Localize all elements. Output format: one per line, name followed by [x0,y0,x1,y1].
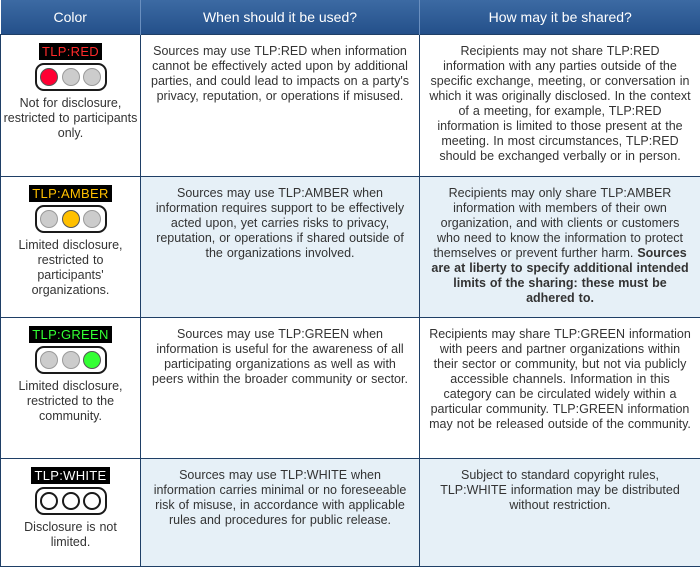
how-bold-amber: Sources are at liberty to specify additional intended limits of the sharing: these must be adhered to. [431,246,689,306]
lamp-middle [62,210,80,228]
header-color: Color [1,0,141,35]
tlp-white-label: TLP:WHITE [31,467,109,484]
lamp-right [83,351,101,369]
lamp-middle [62,492,80,510]
when-cell-red: Sources may use TLP:RED when information cannot be effectively acted upon by additional parties, and could lead to impacts on a party's privacy, reputation, or operations if misused. [141,35,420,177]
how-cell-amber [420,177,700,317]
how-cell-green: Recipients may share TLP:GREEN information with peers and partner organizations within their sector or community, but not via publicly accessible channels. Information in this category can be circulated widely within a particular community. TLP:GREEN information may not be released outside of the community. [420,317,700,458]
traffic-light-amber-icon [35,205,107,233]
lamp-left [40,210,58,228]
header-row [1,0,700,35]
row-tlp-green [1,317,700,458]
traffic-light-red-icon [35,63,107,91]
header-how: How may it be shared? [420,0,700,35]
tlp-amber-label: TLP:AMBER [29,185,111,202]
lamp-left [40,68,58,86]
disclosure-note-amber: Limited disclosure, restricted to participants' organizations. [18,238,123,298]
tlp-green-label: TLP:GREEN [29,326,111,343]
row-tlp-red [1,35,700,177]
traffic-light-white-icon [35,487,107,515]
color-cell-amber [1,177,141,317]
lamp-right [83,492,101,510]
row-tlp-white [1,458,700,566]
disclosure-note-green: Limited disclosure, restricted to the community. [18,378,123,423]
how-text-amber: Recipients may only share TLP:AMBER information with members of their own organization, and with clients or customers who need to know the information to protect themselves or prevent further harm. [433,186,683,261]
header-when: When should it be used? [141,0,420,35]
color-cell-red [1,35,141,177]
color-cell-white [1,458,141,566]
how-cell-white: Subject to standard copyright rules, TLP:WHITE information may be distributed without restriction. [420,458,700,566]
lamp-middle [62,351,80,369]
disclosure-note-red: Not for disclosure, restricted to participants only. [3,96,138,140]
traffic-light-green-icon [35,346,107,374]
when-cell-green: Sources may use TLP:GREEN when information is useful for the awareness of all participating organizations as well as with peers within the broader community or sector. [141,317,420,458]
lamp-middle [62,68,80,86]
when-cell-amber: Sources may use TLP:AMBER when information requires support to be effectively acted upon, yet carries risks to privacy, reputation, or operations if shared outside of the organizations involved. [141,177,420,317]
row-tlp-amber [1,177,700,317]
lamp-right [83,210,101,228]
lamp-left [40,492,58,510]
lamp-right [83,68,101,86]
lamp-left [40,351,58,369]
color-cell-green [1,317,141,458]
disclosure-note-white: Disclosure is not limited. [24,519,117,549]
how-cell-red: Recipients may not share TLP:RED information with any parties outside of the specific exchange, meeting, or conversation in which it was originally disclosed. In the context of a meeting, for example, TLP:RED information is limited to those present at the meeting. In most circumstances, TLP:RED should be exchanged verbally or in person. [420,35,700,177]
tlp-red-label: TLP:RED [39,43,102,60]
when-cell-white: Sources may use TLP:WHITE when information carries minimal or no foreseeable risk of misuse, in accordance with applicable rules and procedures for public release. [141,458,420,566]
